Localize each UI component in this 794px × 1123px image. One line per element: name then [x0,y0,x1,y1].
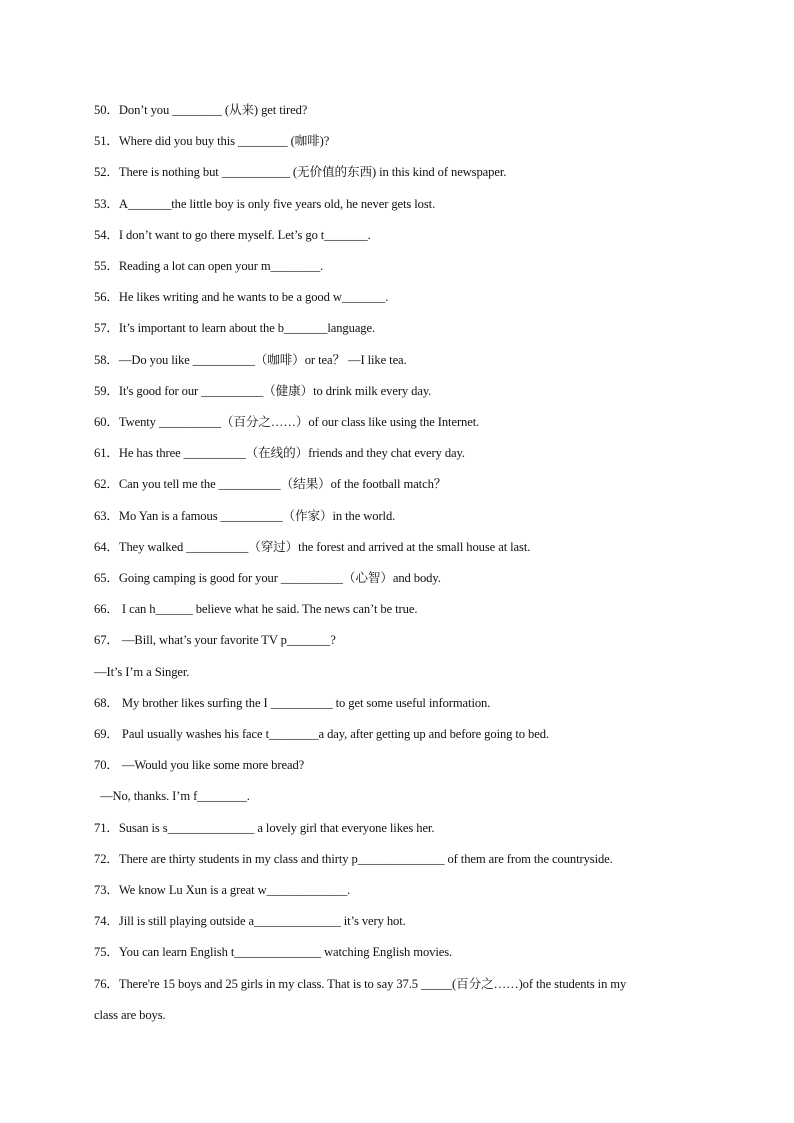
question-55: 55．Reading a lot can open your m________. [94,259,324,273]
question-73: 73．We know Lu Xun is a great w_____________. [94,883,351,897]
question-62: 62．Can you tell me the __________（结果）of the football match？ [94,477,447,491]
question-65: 65．Going camping is good for your __________（心智）and body. [94,571,441,585]
question-70: 70． —Would you like some more bread? [94,758,305,772]
question-76-continuation: class are boys. [94,1008,166,1022]
question-67-answer: —It’s I’m a Singer. [94,665,190,679]
question-63: 63．Mo Yan is a famous __________（作家）in the world. [94,509,396,523]
question-66: 66． I can h______ believe what he said. The news can’t be true. [94,602,418,616]
question-71: 71．Susan is s______________ a lovely girl that everyone likes her. [94,821,435,835]
question-50: 50．Don’t you ________ (从来) get tired? [94,103,308,117]
question-76: 76．There're 15 boys and 25 girls in my class. That is to say 37.5 _____(百分之……)of the students in my [94,977,627,991]
question-59: 59．It's good for our __________（健康）to drink milk every day. [94,384,432,398]
question-61: 61．He has three __________（在线的）friends and they chat every day. [94,446,465,460]
question-69: 69． Paul usually washes his face t________a day, after getting up and before going to bed. [94,727,549,741]
question-57: 57．It’s important to learn about the b_______language. [94,321,376,335]
question-74: 74．Jill is still playing outside a______________ it’s very hot. [94,914,406,928]
question-52: 52．There is nothing but ___________ (无价值的东西) in this kind of newspaper. [94,165,507,179]
question-53: 53．A_______the little boy is only five years old, he never gets lost. [94,197,436,211]
question-70-answer: —No, thanks. I’m f________. [100,789,250,803]
question-64: 64．They walked __________（穿过）the forest and arrived at the small house at last. [94,540,531,554]
question-67: 67． —Bill, what’s your favorite TV p_______? [94,633,336,647]
question-54: 54．I don’t want to go there myself. Let’s go t_______. [94,228,371,242]
question-56: 56．He likes writing and he wants to be a good w_______. [94,290,389,304]
question-58: 58．—Do you like __________（咖啡）or tea？ —I like tea. [94,353,407,367]
question-72: 72．There are thirty students in my class and thirty p______________ of them are from the countryside. [94,852,613,866]
question-75: 75．You can learn English t______________ watching English movies. [94,945,453,959]
question-51: 51．Where did you buy this ________ (咖啡)? [94,134,330,148]
question-68: 68． My brother likes surfing the I __________ to get some useful information. [94,696,491,710]
question-60: 60．Twenty __________（百分之……）of our class like using the Internet. [94,415,480,429]
